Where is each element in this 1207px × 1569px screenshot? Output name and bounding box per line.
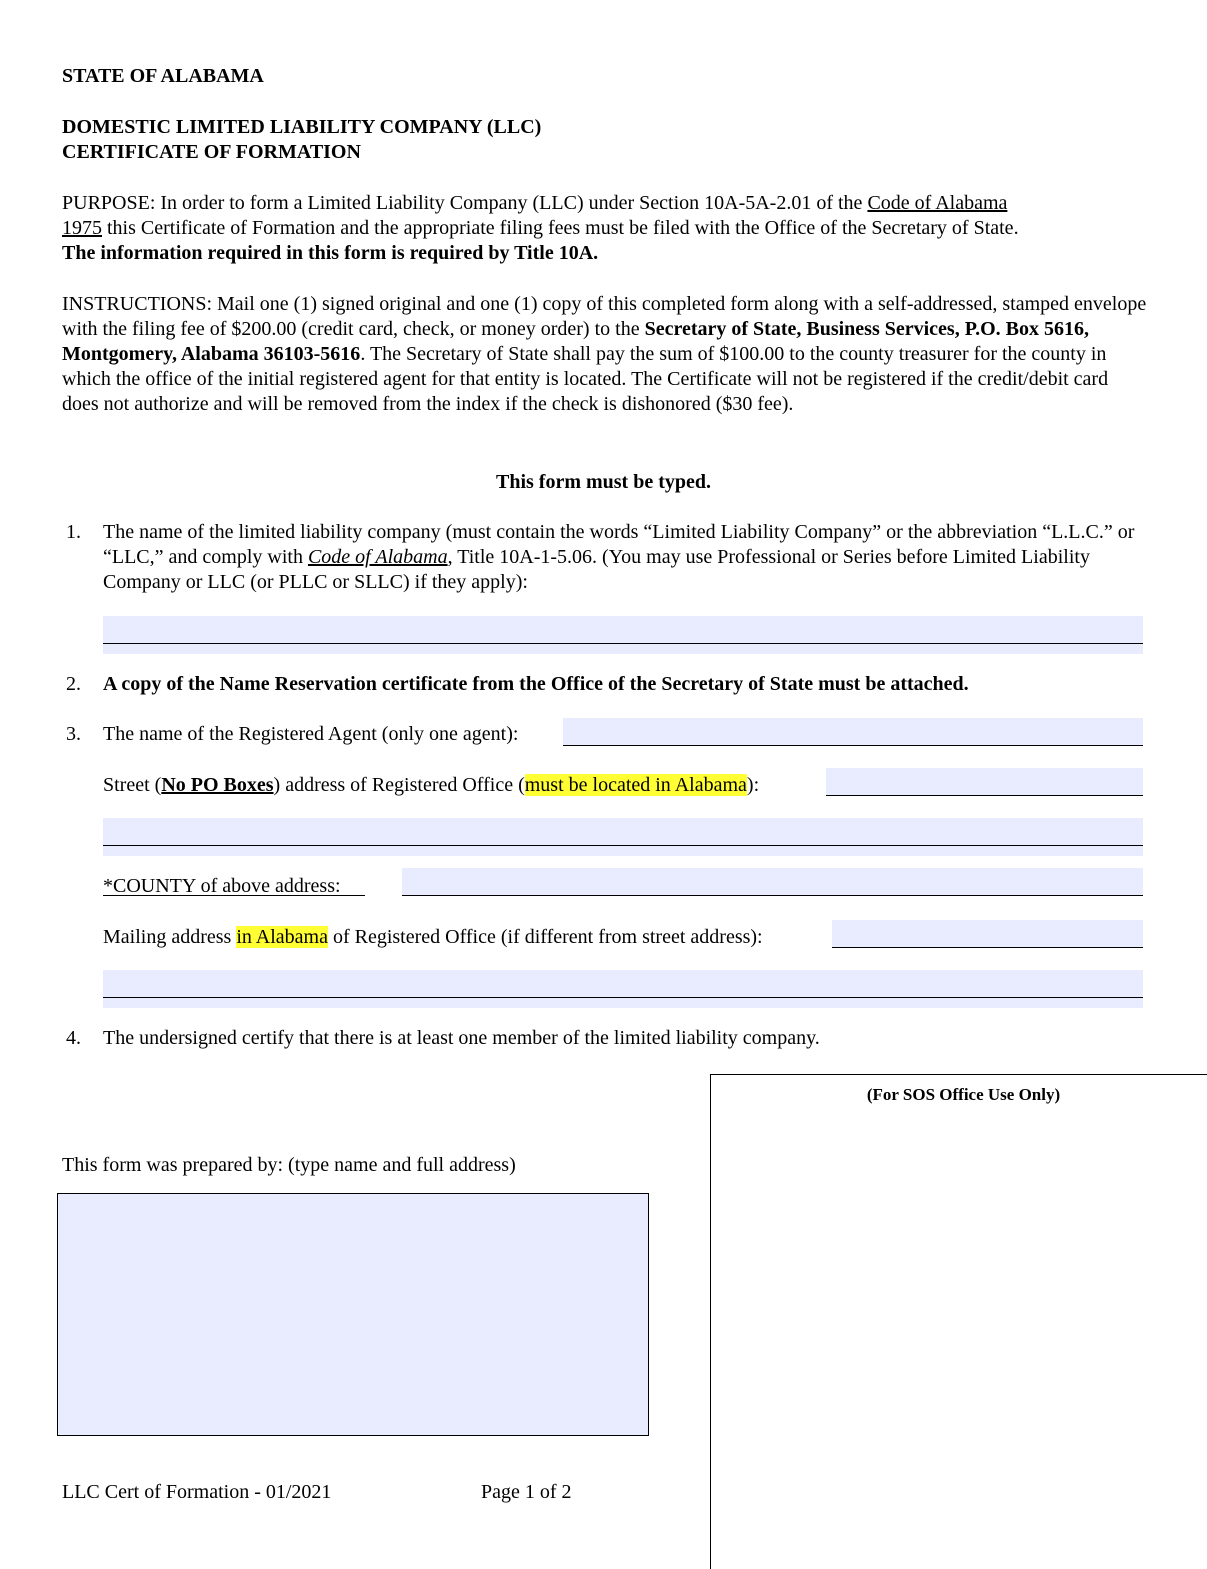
- street-label: [103, 773, 759, 798]
- purpose-rest: this Certificate of Formation and the appropriate filing fees must be filed with the Office of the Secretary of State.: [102, 217, 1019, 239]
- mailing-prefix: Mailing address: [103, 926, 237, 948]
- street-mid: ) address of Registered Office (: [273, 774, 525, 796]
- agent-label: The name of the Registered Agent (only one agent):: [103, 723, 519, 745]
- code-of-alabama-ref: Code of Alabama: [867, 192, 1008, 214]
- item1-text-a: The name of the limited liability company (must contain the words “Limited Liability Company” or the abbreviation “L.L.C.” or “LLC,” and comply with: [103, 521, 1135, 568]
- item2-text: A copy of the Name Reservation certificate from the Office of the Secretary of State must be attached.: [103, 673, 969, 695]
- county-field[interactable]: [402, 868, 1143, 896]
- purpose-required-note: The information required in this form is required by Title 10A.: [62, 242, 599, 264]
- registered-agent-field[interactable]: [563, 718, 1143, 746]
- sos-address-part2: Services, P.O. Box 5616, Montgomery, Alabama 36103-5616: [62, 318, 1089, 365]
- mailing-address-line2-field[interactable]: [103, 970, 1143, 998]
- prepared-by-label: This form was prepared by: (type name and full address): [62, 1154, 516, 1176]
- typed-notice: This form must be typed.: [495, 471, 711, 493]
- mailing-address-line2-tail: [103, 998, 1143, 1008]
- sos-office-box: [710, 1074, 1207, 1569]
- instructions-text2: . The Secretary of State shall pay the sum of $100.00 to the county treasurer for the county in which the office of the initial registered agent for that entity is located. The Certificate will not be registered if the credit/debit card does not authorize and will be removed from the index if the check is dishonored ($30 fee).: [62, 343, 1109, 415]
- form-title-line2: CERTIFICATE OF FORMATION: [62, 141, 361, 163]
- item3-number: 3.: [66, 723, 81, 745]
- no-po-boxes: No PO Boxes: [161, 774, 274, 796]
- prepared-by-field[interactable]: [57, 1193, 649, 1436]
- sos-address-part1: Secretary of State, Business: [644, 318, 880, 340]
- mailing-label: [103, 925, 763, 950]
- street-prefix: Street (: [103, 774, 162, 796]
- county-label: *COUNTY of above address:: [103, 875, 341, 897]
- page-number: Page 1 of 2: [481, 1481, 572, 1503]
- purpose-prefix: PURPOSE: In order to form a Limited Liability Company (LLC) under Section 10A-5A-2.01 of the: [62, 192, 868, 214]
- item1-text: [103, 520, 1158, 595]
- mailing-suffix: of Registered Office (if different from street address):: [327, 926, 763, 948]
- item4-number: 4.: [66, 1027, 81, 1049]
- form-title-line1: DOMESTIC LIMITED LIABILITY COMPANY (LLC): [62, 116, 542, 138]
- street-address-line2-field[interactable]: [103, 818, 1143, 846]
- item1-code-ref: Code of Alabama: [307, 546, 448, 568]
- street-address-line2-tail: [103, 846, 1143, 856]
- sos-office-label: (For SOS Office Use Only): [866, 1085, 1061, 1104]
- county-label-underline: [103, 875, 365, 896]
- form-id-footer: LLC Cert of Formation - 01/2021: [62, 1481, 332, 1503]
- item1-text-b: , Title 10A-1-5.06. (You may use Professional or Series before Limited Liability Company or LLC (or PLLC or SLLC) if they apply):: [103, 546, 1090, 593]
- purpose-paragraph: [62, 191, 1147, 266]
- instructions-paragraph: [62, 292, 1147, 417]
- instructions-text1: INSTRUCTIONS: Mail one (1) signed original and one (1) copy of this completed form along with a self-addressed, stamped envelope with the filing fee of $200.00 (credit card, check, or money order) to the: [62, 293, 1147, 340]
- item4-text: The undersigned certify that there is at least one member of the limited liability company.: [103, 1027, 820, 1049]
- item1-number: 1.: [66, 521, 81, 543]
- llc-name-field-tail: [103, 644, 1143, 654]
- must-be-alabama-highlight: must be located in Alabama: [524, 774, 747, 796]
- code-year: 1975: [62, 217, 102, 239]
- state-heading: STATE OF ALABAMA: [62, 65, 264, 87]
- llc-name-field[interactable]: [103, 616, 1143, 644]
- in-alabama-highlight: in Alabama: [236, 926, 328, 948]
- mailing-address-field[interactable]: [832, 920, 1143, 948]
- street-address-field[interactable]: [826, 768, 1143, 796]
- item2-number: 2.: [66, 673, 81, 695]
- street-suffix: ):: [746, 774, 760, 796]
